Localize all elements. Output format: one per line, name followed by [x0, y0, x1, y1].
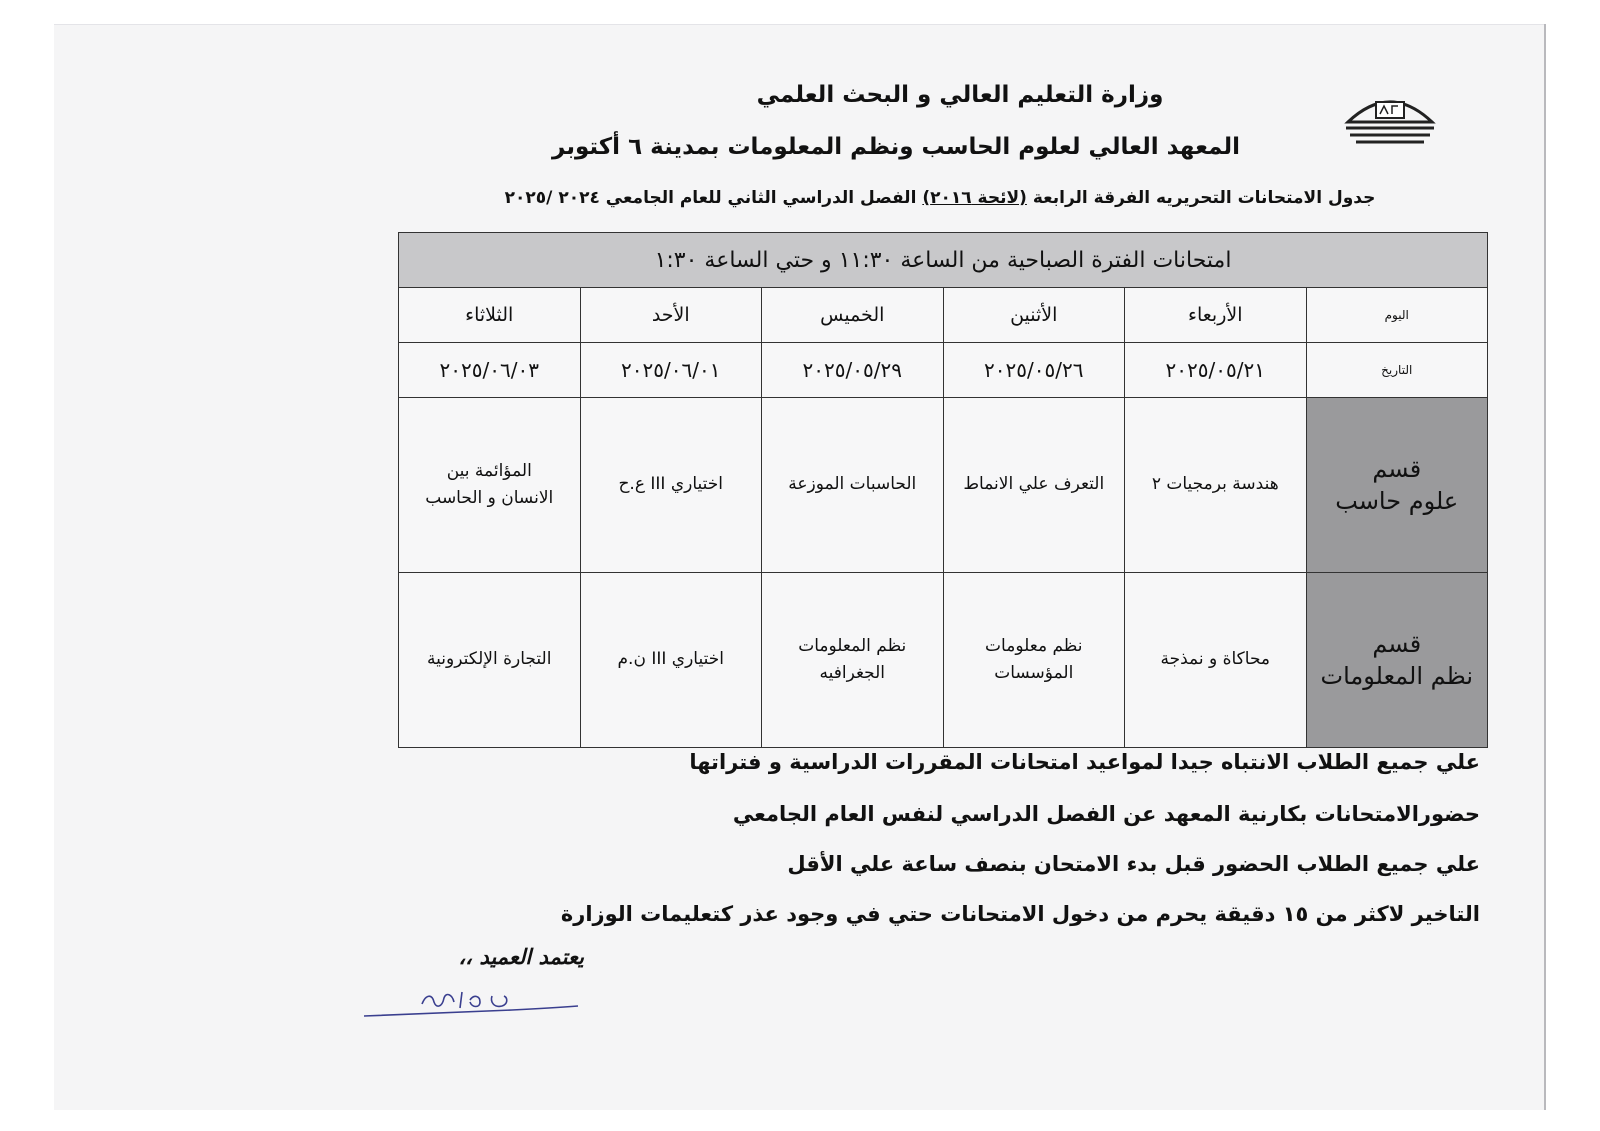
subject-cell [399, 573, 581, 748]
ministry-heading: وزارة التعليم العالي و البحث العلمي [756, 82, 1164, 108]
day-cell: الخميس [762, 288, 944, 343]
period-cell: امتحانات الفترة الصباحية من الساعة ١١:٣٠ و حتي الساعة ١:٣٠ [399, 233, 1488, 288]
subject-cell [762, 398, 944, 573]
date-cell: ٢٠٢٥/٠٦/٠٣ [399, 343, 581, 398]
subject-line: اختياري III ع.ح [618, 474, 724, 495]
note-line: علي جميع الطلاب الانتباه جيدا لمواعيد امتحانات المقررات الدراسية و فتراتها [689, 750, 1480, 774]
department-name-line: قسم [1372, 454, 1422, 483]
subject-cell [399, 398, 581, 573]
exam-schedule-table [398, 232, 1488, 748]
subject-cell [762, 573, 944, 748]
subject-cell [943, 398, 1125, 573]
subject-line: نظم معلومات [985, 635, 1083, 656]
department-name-line: نظم المعلومات [1320, 662, 1473, 690]
date-row [399, 343, 1488, 398]
dean-approval: يعتمد العميد ،، [458, 944, 584, 969]
subject-line: التجارة الإلكترونية [427, 649, 552, 670]
subject-cell [580, 573, 762, 748]
subject-cell [1125, 398, 1307, 573]
date-cell: ٢٠٢٥/٠٥/٢٦ [943, 343, 1125, 398]
department-name-line: علوم حاسب [1335, 487, 1459, 515]
is-department-header [1306, 573, 1488, 748]
institute-logo-icon [1342, 88, 1438, 150]
date-cell: ٢٠٢٥/٠٦/٠١ [580, 343, 762, 398]
note-line: حضورالامتحانات بكارنية المعهد عن الفصل الدراسي لنفس العام الجامعي [732, 802, 1480, 826]
is-department-row [399, 573, 1488, 748]
period-row [399, 233, 1488, 288]
institute-heading: المعهد العالي لعلوم الحاسب ونظم المعلومات بمدينة ٦ أكتوبر [552, 134, 1240, 160]
subject-line: التعرف علي الانماط [963, 474, 1105, 495]
department-name-line: قسم [1372, 629, 1422, 658]
subject-line: المؤسسات [994, 663, 1074, 683]
subject-cell [580, 398, 762, 573]
date-label: التاريخ [1306, 343, 1488, 398]
note-line: علي جميع الطلاب الحضور قبل بدء الامتحان بنصف ساعة علي الأقل [787, 852, 1480, 876]
subject-cell [943, 573, 1125, 748]
subject-cell [1125, 573, 1307, 748]
day-cell: الأثنين [943, 288, 1125, 343]
subject-line: نظم المعلومات [798, 635, 907, 656]
subject-line: الحاسبات الموزعة [788, 474, 917, 495]
day-cell: الأربعاء [1125, 288, 1307, 343]
schedule-title-regulation: (لائحة ٢٠١٦) [922, 188, 1027, 208]
subject-line: الانسان و الحاسب [425, 488, 554, 508]
schedule-title [480, 188, 1400, 208]
day-row [399, 288, 1488, 343]
subject-line: الجغرافيه [819, 663, 886, 683]
subject-line: محاكاة و نمذجة [1160, 649, 1271, 670]
subject-line: اختياري III ن.م [617, 649, 724, 670]
date-cell: ٢٠٢٥/٠٥/٢٩ [762, 343, 944, 398]
note-line: التاخير لاكثر من ١٥ دقيقة يحرم من دخول الامتحانات حتي في وجود عذر كتعليمات الوزارة [560, 902, 1480, 926]
day-cell: الثلاثاء [399, 288, 581, 343]
subject-line: هندسة برمجيات ٢ [1151, 474, 1279, 495]
signature-icon [362, 986, 582, 1026]
cs-department-header [1306, 398, 1488, 573]
date-cell: ٢٠٢٥/٠٥/٢١ [1125, 343, 1307, 398]
cs-department-row [399, 398, 1488, 573]
day-label: اليوم [1306, 288, 1488, 343]
schedule-title-part3: الفصل الدراسي الثاني للعام الجامعي ٢٠٢٤ /٢٠٢٥ [504, 188, 917, 208]
day-cell: الأحد [580, 288, 762, 343]
schedule-title-part1: جدول الامتحانات التحريريه الفرقة الرابعة [1032, 188, 1376, 208]
subject-line: المؤائمة بين [446, 460, 532, 481]
